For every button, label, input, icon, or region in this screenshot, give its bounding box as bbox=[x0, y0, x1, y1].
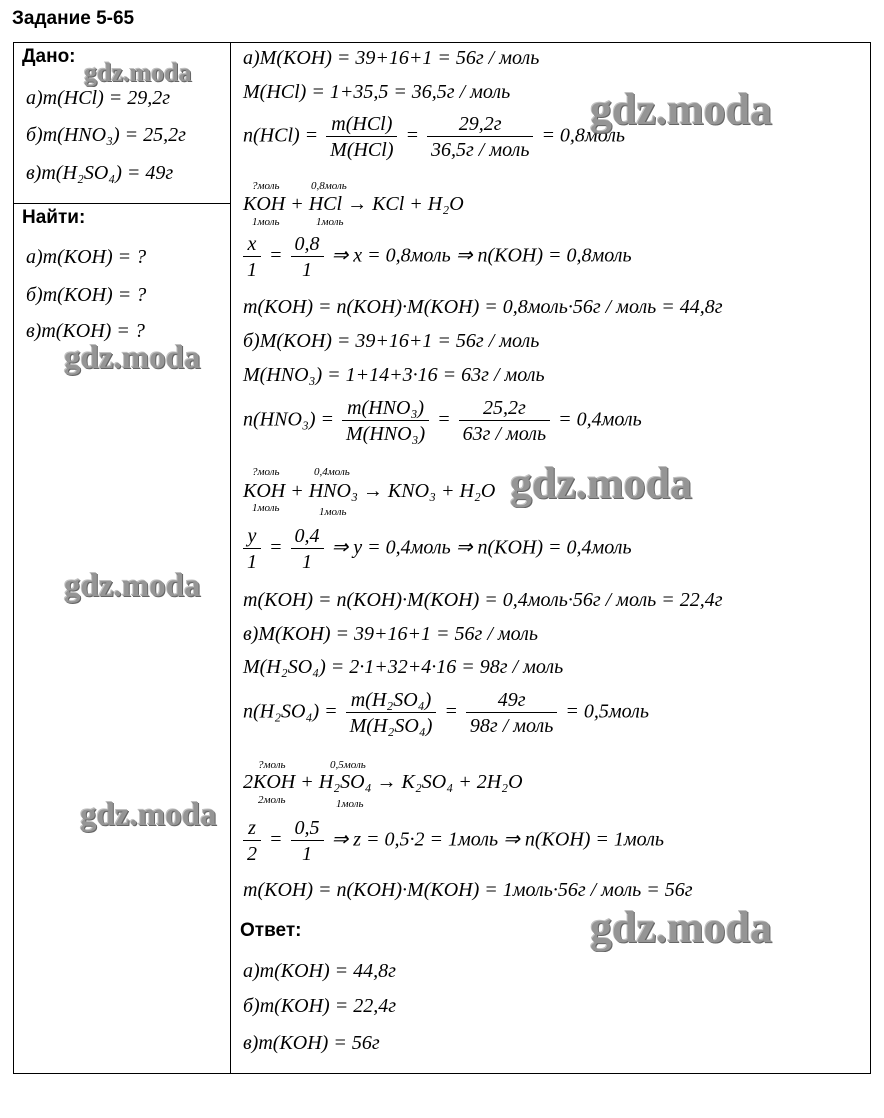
equation-annotation: 0,4моль bbox=[314, 466, 350, 478]
find-heading: Найти: bbox=[22, 207, 86, 228]
find-item: а)m(KOH) = ? bbox=[26, 246, 147, 268]
watermark: gdz.moda bbox=[510, 459, 693, 508]
watermark: gdz.moda bbox=[590, 903, 773, 952]
equation-annotation: 1моль bbox=[336, 798, 364, 810]
page-title: Задание 5-65 bbox=[12, 8, 135, 29]
moles-formula: n(HNO₃) = m(HNO₃) M(HNO₃) = 25,2г 63г / моль = 0,4моль bbox=[243, 397, 642, 445]
watermark: gdz.moda bbox=[84, 58, 192, 87]
equation-annotation: 1моль bbox=[319, 506, 347, 518]
mass-calculation: m(KOH) = n(KOH)·M(KOH) = 0,4моль·56г / моль = 22,4г bbox=[243, 589, 723, 611]
solution-line: б)M(KOH) = 39+16+1 = 56г / моль bbox=[243, 330, 540, 352]
given-item: б)m(HNO₃) = 25,2г bbox=[26, 124, 186, 146]
find-item: б)m(KOH) = ? bbox=[26, 284, 147, 306]
answer-heading: Ответ: bbox=[240, 920, 302, 941]
reaction-equation: KOH + HCl → KCl + H₂O bbox=[243, 193, 464, 215]
answer-item: б)m(KOH) = 22,4г bbox=[243, 995, 397, 1017]
given-find-divider bbox=[13, 203, 231, 204]
moles-formula: n(HCl) = m(HCl) M(HCl) = 29,2г 36,5г / моль = 0,8моль bbox=[243, 113, 626, 161]
watermark: gdz.moda bbox=[590, 85, 773, 134]
given-heading: Дано: bbox=[22, 46, 76, 67]
equation-annotation: 1моль bbox=[252, 216, 280, 228]
proportion: $\frac{y}{1}$ = $\frac{0,4}{1}$ ⇒ y = 0,4моль ⇒ n(KOH) = 0,4моль bbox=[240, 526, 632, 572]
answer-item: а)m(KOH) = 44,8г bbox=[243, 960, 396, 982]
equation-annotation: ?моль bbox=[252, 466, 280, 478]
solution-line: а)M(KOH) = 39+16+1 = 56г / моль bbox=[243, 47, 540, 69]
solution-line: M(H₂SO₄) = 2·1+32+4·16 = 98г / моль bbox=[243, 656, 564, 678]
proportion: $\frac{z}{2}$ = $\frac{0,5}{1}$ ⇒ z = 0,5·2 = 1моль ⇒ n(KOH) = 1моль bbox=[240, 818, 664, 864]
equation-annotation: 0,5моль bbox=[330, 759, 366, 771]
watermark: gdz.moda bbox=[80, 797, 217, 833]
mass-calculation: m(KOH) = n(KOH)·M(KOH) = 0,8моль·56г / моль = 44,8г bbox=[243, 296, 723, 318]
find-item: в)m(KOH) = ? bbox=[26, 320, 145, 342]
solution-line: в)M(KOH) = 39+16+1 = 56г / моль bbox=[243, 623, 538, 645]
reaction-equation: 2KOH + H₂SO₄ → K₂SO₄ + 2H₂O bbox=[243, 771, 523, 793]
proportion: $\frac{x}{1}$ = $\frac{0,8}{1}$ ⇒ x = 0,8моль ⇒ n(KOH) = 0,8моль bbox=[240, 234, 632, 280]
equation-annotation: 0,8моль bbox=[311, 180, 347, 192]
equation-annotation: ?моль bbox=[252, 180, 280, 192]
moles-formula: n(H₂SO₄) = $\frac{\text{m(H₂SO₄)}}{\text{M(H₂SO₄)}}$ = 49г 98г / моль = 0,5моль bbox=[243, 689, 649, 737]
column-divider bbox=[230, 42, 231, 1074]
solution-line: M(HNO₃) = 1+14+3·16 = 63г / моль bbox=[243, 364, 545, 386]
given-item: а)m(HCl) = 29,2г bbox=[26, 87, 171, 109]
watermark: gdz.moda bbox=[64, 340, 201, 376]
mass-calculation: m(KOH) = n(KOH)·M(KOH) = 1моль·56г / моль = 56г bbox=[243, 879, 693, 901]
equation-annotation: ?моль bbox=[258, 759, 286, 771]
equation-annotation: 1моль bbox=[316, 216, 344, 228]
equation-annotation: 2моль bbox=[258, 794, 286, 806]
answer-item: в)m(KOH) = 56г bbox=[243, 1032, 380, 1054]
given-item: в)m(H₂SO₄) = 49г bbox=[26, 162, 174, 184]
reaction-equation: KOH + HNO₃ → KNO₃ + H₂O bbox=[243, 480, 496, 502]
watermark: gdz.moda bbox=[64, 568, 201, 604]
equation-annotation: 1моль bbox=[252, 502, 280, 514]
solution-line: M(HCl) = 1+35,5 = 36,5г / моль bbox=[243, 81, 511, 103]
